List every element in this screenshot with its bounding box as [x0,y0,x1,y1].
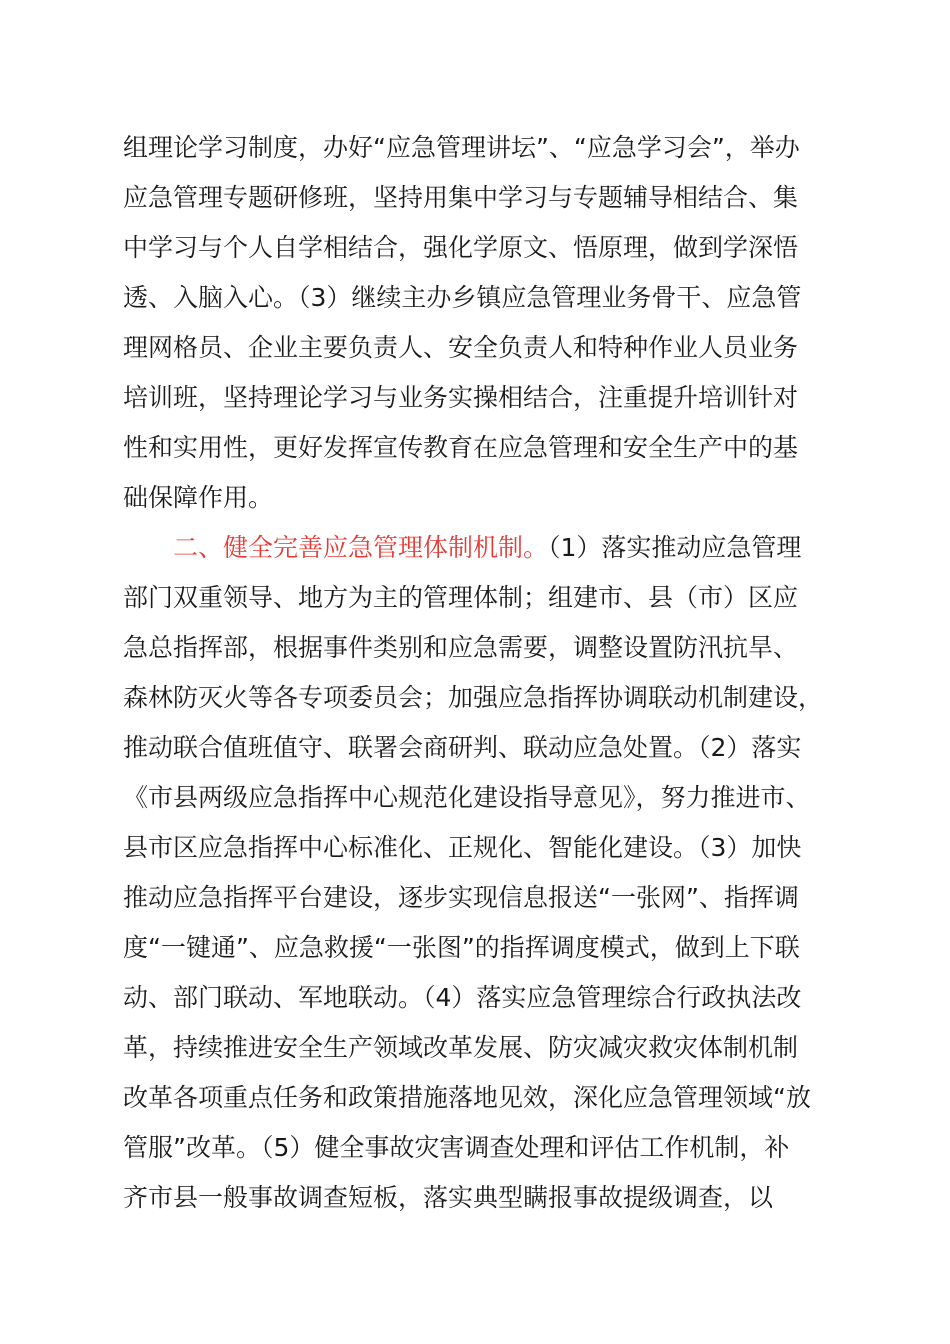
text-line: 部门双重领导、地方为主的管理体制；组建市、县（市）区应 [123,583,799,612]
text-line: 管服”改革。（5）健全事故灾害调查处理和评估工作机制，补 [123,1133,790,1162]
section-first-line-text: （1）落实推动应急管理 [548,533,802,562]
text-line: 组理论学习制度，办好“应急管理讲坛”、“应急学习会”，举办 [123,133,800,162]
text-line: 推动应急指挥平台建设，逐步实现信息报送“一张网”、指挥调 [123,883,799,912]
text-line: 培训班，坚持理论学习与业务实操相结合，注重提升培训针对 [123,383,799,412]
text-line: 动、部门联动、军地联动。（4）落实应急管理综合行政执法改 [123,983,802,1012]
section-heading: 二、健全完善应急管理体制机制。 [173,533,549,562]
text-line: 《市县两级应急指挥中心规范化建设指导意见》，努力推进市、 [123,783,811,812]
text-line: 应急管理专题研修班，坚持用集中学习与专题辅导相结合、集 [123,183,799,212]
text-line: 础保障作用。 [123,483,274,512]
text-line: 度“一键通”、应急救援“一张图”的指挥调度模式，做到上下联 [123,933,800,962]
section-first-line [173,523,863,573]
text-line: 森林防灭火等各专项委员会；加强应急指挥协调联动机制建设， [123,683,824,712]
text-line: 县市区应急指挥中心标准化、正规化、智能化建设。（3）加快 [123,833,802,862]
text-line: 革，持续推进安全生产领域改革发展、防灾减灾救灾体制机制 [123,1033,799,1062]
text-line: 推动联合值班值守、联署会商研判、联动应急处置。（2）落实 [123,733,802,762]
text-line: 急总指挥部，根据事件类别和应急需要，调整设置防汛抗旱、 [123,633,799,662]
text-line: 性和实用性，更好发挥宣传教育在应急管理和安全生产中的基 [123,433,799,462]
text-line: 中学习与个人自学相结合，强化学原文、悟原理，做到学深悟 [123,233,799,262]
text-line: 透、入脑入心。（3）继续主办乡镇应急管理业务骨干、应急管 [123,283,802,312]
text-line: 改革各项重点任务和政策措施落地见效，深化应急管理领域“放 [123,1083,811,1112]
text-line: 理网格员、企业主要负责人、安全负责人和特种作业人员业务 [123,333,799,362]
text-line: 齐市县一般事故调查短板，落实典型瞒报事故提级调查，以 [123,1183,774,1212]
